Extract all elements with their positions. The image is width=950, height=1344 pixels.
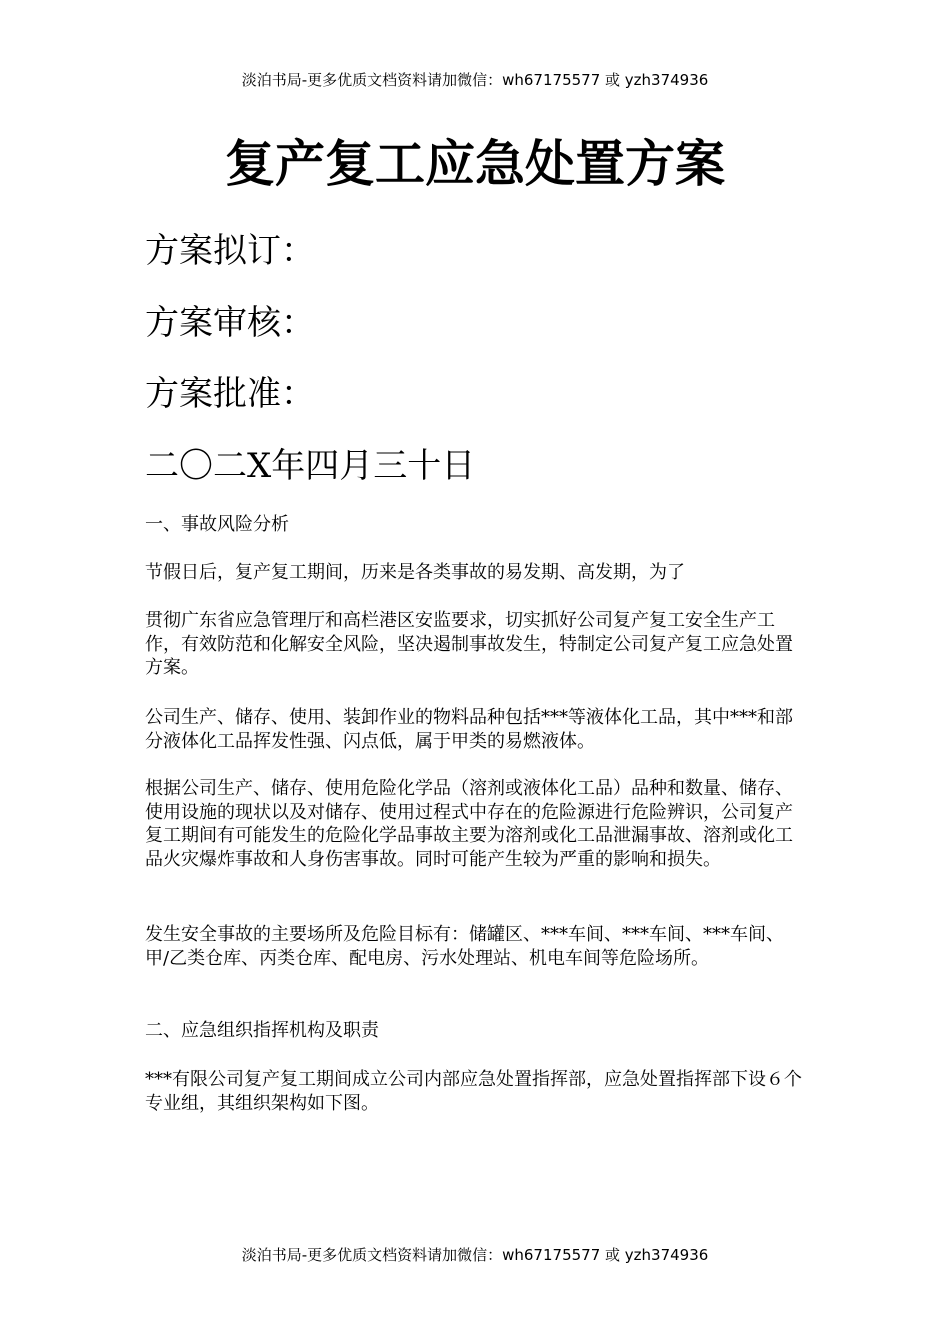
approved-by-line: 方案批准： (145, 374, 315, 414)
drafted-by-line: 方案拟订： (145, 231, 315, 271)
section-heading-risk-analysis: 一、事故风险分析 (145, 514, 289, 535)
paragraph: 公司生产、储存、使用、装卸作业的物料品种包括***等液体化工品，其中***和部分液体化工品挥发性强、闪点低，属于甲类的易燃液体。 (145, 707, 793, 752)
header-watermark-note: 淡泊书局-更多优质文档资料请加微信：wh67175577 或 yzh374936 (241, 71, 709, 89)
footer-watermark-note: 淡泊书局-更多优质文档资料请加微信：wh67175577 或 yzh374936 (241, 1246, 709, 1264)
reviewed-by-line: 方案审核： (145, 303, 315, 343)
paragraph: 节假日后，复产复工期间，历来是各类事故的易发期、高发期，为了 (145, 562, 685, 583)
document-title: 复产复工应急处置方案 (225, 135, 725, 193)
paragraph: ***有限公司复产复工期间成立公司内部应急处置指挥部，应急处置指挥部下设６个专业组，其组织架构如下图。 (145, 1069, 802, 1114)
paragraph: 贯彻广东省应急管理厅和高栏港区安监要求，切实抓好公司复产复工安全生产工作，有效防范和化解安全风险，坚决遏制事故发生，特制定公司复产复工应急处置方案。 (145, 610, 793, 678)
section-heading-command-structure: 二、应急组织指挥机构及职责 (145, 1020, 379, 1041)
paragraph: 发生安全事故的主要场所及危险目标有：储罐区、***车间、***车间、***车间、甲/乙类仓库、丙类仓库、配电房、污水处理站、机电车间等危险场所。 (145, 924, 784, 969)
paragraph: 根据公司生产、储存、使用危险化学品（溶剂或液体化工品）品种和数量、储存、使用设施的现状以及对储存、使用过程式中存在的危险源进行危险辨识，公司复产复工期间有可能发生的危险化学品事故主要为溶剂或化工品泄漏事故、溶剂或化工品火灾爆炸事故和人身伤害事故。同时可能产生较为严重的影响和损失。 (145, 778, 793, 870)
document-date: 二〇二X年四月三十日 (145, 446, 476, 486)
